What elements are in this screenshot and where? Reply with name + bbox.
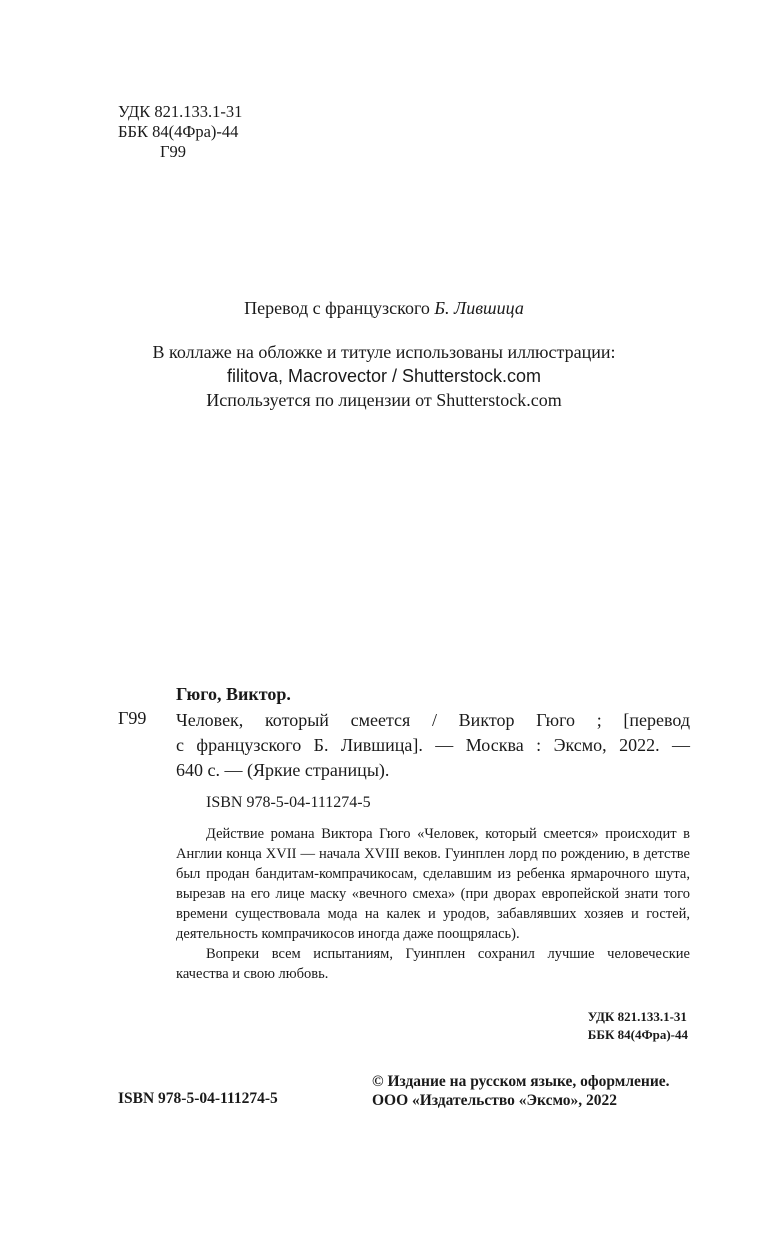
footer-bbk: ББК 84(4Фра)-44 xyxy=(587,1027,688,1042)
license-text: Используется по лицензии от Shutterstock.com xyxy=(206,390,562,410)
footer-isbn: ISBN 978-5-04-111274-5 xyxy=(118,1090,278,1107)
author-mark: Г99 xyxy=(160,142,187,161)
author-heading: Гюго, Виктор. xyxy=(176,684,291,704)
biblio-line-3: 640 с. — (Яркие страницы). xyxy=(176,760,390,780)
footer-codes xyxy=(588,1008,688,1044)
illustrators-line: filitova, Macrovector / Shutterstock.com xyxy=(226,366,542,386)
annotation-paragraph-1: Действие романа Виктора Гюго «Человек, который смеется» происходит в Англии конца XVII — начала XVIII веков. Гуинплен лорд по рождению, в детстве был продан бандитам-компрачикосам, сделавшим из ребенка ярмарочного шута, вырезав на его лице маску «вечного смеха» (при дворах европейской знати того времени существовала мода на калек и уродов, забавлявших хозяев и гостей, деятельность компрачикосов иногда даже поощрялась). xyxy=(176,826,690,942)
translation-credit xyxy=(0,298,768,319)
classification-codes xyxy=(118,102,242,162)
annotation xyxy=(176,824,690,984)
translation-prefix: Перевод с французского xyxy=(244,298,435,318)
bibliographic-description xyxy=(176,708,690,783)
isbn-text: ISBN 978-5-04-111274-5 xyxy=(206,794,371,811)
illustration-credits xyxy=(0,340,768,412)
copyright-line-2: ООО «Издательство «Эксмо», 2022 xyxy=(372,1092,618,1109)
author-mark-index: Г99 xyxy=(118,708,147,728)
biblio-line-2: с французского Б. Лившица]. — Москва : Эксмо, 2022. — xyxy=(176,735,690,755)
translator-name: Б. Лившица xyxy=(434,298,524,318)
copyright-notice xyxy=(372,1072,670,1110)
copyright-line-1: © Издание на русском языке, оформление. xyxy=(372,1073,670,1090)
udk-code: УДК 821.133.1-31 xyxy=(118,102,243,121)
biblio-line-1: Человек, который смеется / Виктор Гюго ; [перевод xyxy=(176,710,690,730)
annotation-paragraph-2: Вопреки всем испытаниям, Гуинплен сохранил лучшие человеческие качества и свою любовь. xyxy=(176,946,690,982)
footer-udk: УДК 821.133.1-31 xyxy=(587,1009,687,1024)
license-line xyxy=(0,388,768,412)
illustrations-line: В коллаже на обложке и титуле использованы иллюстрации: xyxy=(152,342,616,362)
bbk-code: ББК 84(4Фра)-44 xyxy=(118,122,239,141)
